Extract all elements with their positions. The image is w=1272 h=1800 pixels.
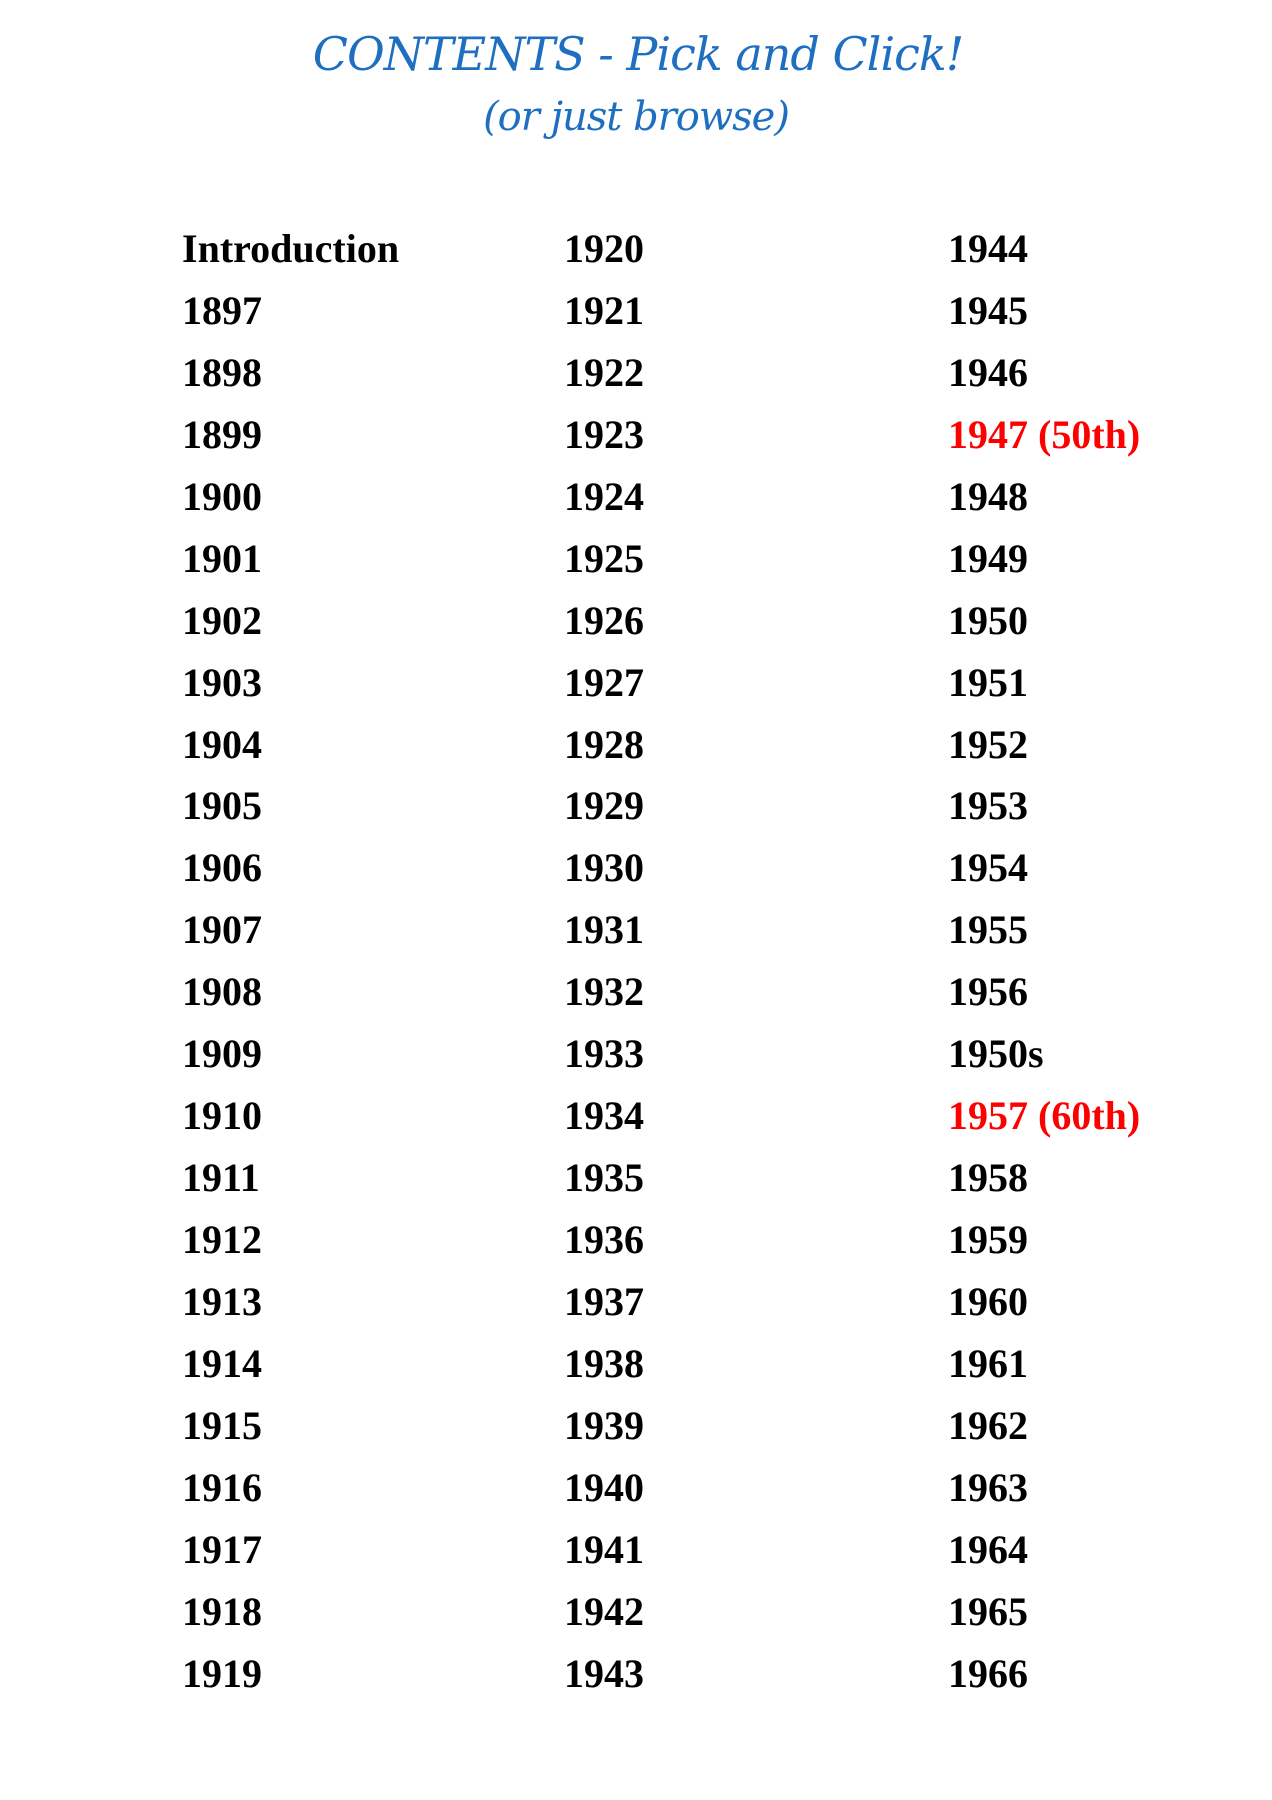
contents-subtitle: (or just browse) — [483, 94, 789, 140]
contents-column-2 — [564, 224, 644, 1711]
contents-link[interactable]: 1924 — [564, 473, 644, 519]
contents-link[interactable]: 1916 — [182, 1464, 262, 1510]
contents-link[interactable]: 1961 — [948, 1340, 1028, 1386]
contents-link[interactable]: 1941 — [564, 1526, 644, 1572]
contents-link[interactable]: 1904 — [182, 721, 262, 767]
contents-link[interactable]: 1900 — [182, 473, 262, 519]
contents-link[interactable]: 1940 — [564, 1464, 644, 1510]
contents-link[interactable]: 1936 — [564, 1217, 644, 1262]
contents-link[interactable]: 1897 — [182, 287, 262, 333]
contents-link[interactable]: 1931 — [564, 907, 644, 953]
contents-link[interactable]: 1938 — [564, 1340, 644, 1386]
contents-link[interactable]: 1953 — [948, 783, 1028, 829]
contents-link[interactable]: 1921 — [564, 287, 644, 333]
contents-link[interactable]: 1964 — [948, 1526, 1028, 1572]
contents-link[interactable]: 1962 — [948, 1402, 1028, 1448]
contents-header — [0, 22, 1272, 148]
contents-link[interactable]: 1906 — [182, 845, 262, 891]
contents-link[interactable]: 1925 — [564, 535, 644, 581]
contents-link[interactable]: 1958 — [948, 1155, 1028, 1201]
contents-link[interactable]: 1922 — [564, 349, 644, 395]
contents-link[interactable]: 1943 — [564, 1650, 644, 1696]
contents-link[interactable]: 1965 — [948, 1588, 1028, 1634]
contents-link[interactable]: 1917 — [182, 1526, 262, 1572]
contents-link[interactable]: 1954 — [948, 845, 1028, 891]
contents-column-3 — [948, 224, 1140, 1711]
contents-link[interactable]: 1942 — [564, 1588, 644, 1634]
contents-link[interactable]: 1963 — [948, 1464, 1028, 1510]
contents-link[interactable]: 1913 — [182, 1278, 262, 1324]
contents-link[interactable]: 1902 — [182, 597, 262, 643]
contents-link[interactable]: 1907 — [182, 907, 262, 953]
contents-link-anniversary[interactable]: 1957 (60th) — [948, 1093, 1141, 1139]
contents-link[interactable]: 1927 — [564, 659, 644, 705]
contents-link[interactable]: 1950 — [948, 597, 1028, 643]
contents-link[interactable]: 1960 — [948, 1278, 1028, 1324]
contents-link[interactable]: 1930 — [564, 845, 644, 891]
contents-link[interactable]: 1919 — [182, 1650, 262, 1696]
contents-link[interactable]: 1952 — [948, 721, 1028, 767]
contents-link[interactable]: 1946 — [948, 349, 1028, 395]
contents-link[interactable]: Introduction — [182, 226, 400, 271]
contents-link[interactable]: 1948 — [948, 473, 1028, 519]
contents-link-anniversary[interactable]: 1947 (50th) — [948, 411, 1141, 457]
contents-link[interactable]: 1955 — [948, 907, 1028, 953]
contents-link[interactable]: 1932 — [564, 969, 644, 1015]
contents-link[interactable]: 1956 — [948, 969, 1028, 1015]
contents-title: CONTENTS - Pick and Click! — [312, 27, 964, 81]
contents-link[interactable]: 1937 — [564, 1278, 644, 1324]
contents-link[interactable]: 1912 — [182, 1217, 262, 1262]
contents-link[interactable]: 1899 — [182, 411, 262, 457]
contents-link[interactable]: 1909 — [182, 1031, 262, 1077]
contents-link[interactable]: 1926 — [564, 597, 644, 643]
contents-link[interactable]: 1944 — [948, 226, 1028, 271]
contents-link[interactable]: 1905 — [182, 783, 262, 829]
contents-link[interactable]: 1914 — [182, 1340, 262, 1386]
contents-link[interactable]: 1898 — [182, 349, 262, 395]
contents-link[interactable]: 1918 — [182, 1588, 262, 1634]
contents-link[interactable]: 1911 — [182, 1155, 260, 1201]
contents-link[interactable]: 1920 — [564, 226, 644, 271]
contents-column-1 — [182, 224, 399, 1711]
contents-link[interactable]: 1935 — [564, 1155, 644, 1201]
contents-link[interactable]: 1903 — [182, 659, 262, 705]
contents-link[interactable]: 1933 — [564, 1031, 644, 1077]
contents-columns — [0, 224, 1272, 1704]
contents-link[interactable]: 1966 — [948, 1650, 1028, 1696]
contents-link[interactable]: 1923 — [564, 411, 644, 457]
contents-link[interactable]: 1929 — [564, 783, 644, 829]
contents-link[interactable]: 1945 — [948, 287, 1028, 333]
contents-link[interactable]: 1951 — [948, 659, 1028, 705]
contents-link[interactable]: 1910 — [182, 1093, 262, 1139]
contents-link[interactable]: 1934 — [564, 1093, 644, 1139]
contents-link[interactable]: 1928 — [564, 721, 644, 767]
contents-link[interactable]: 1901 — [182, 535, 262, 581]
contents-link[interactable]: 1959 — [948, 1217, 1028, 1262]
contents-link[interactable]: 1950s — [948, 1031, 1044, 1077]
contents-link[interactable]: 1908 — [182, 969, 262, 1015]
contents-link[interactable]: 1939 — [564, 1402, 644, 1448]
contents-link[interactable]: 1949 — [948, 535, 1028, 581]
contents-link[interactable]: 1915 — [182, 1402, 262, 1448]
